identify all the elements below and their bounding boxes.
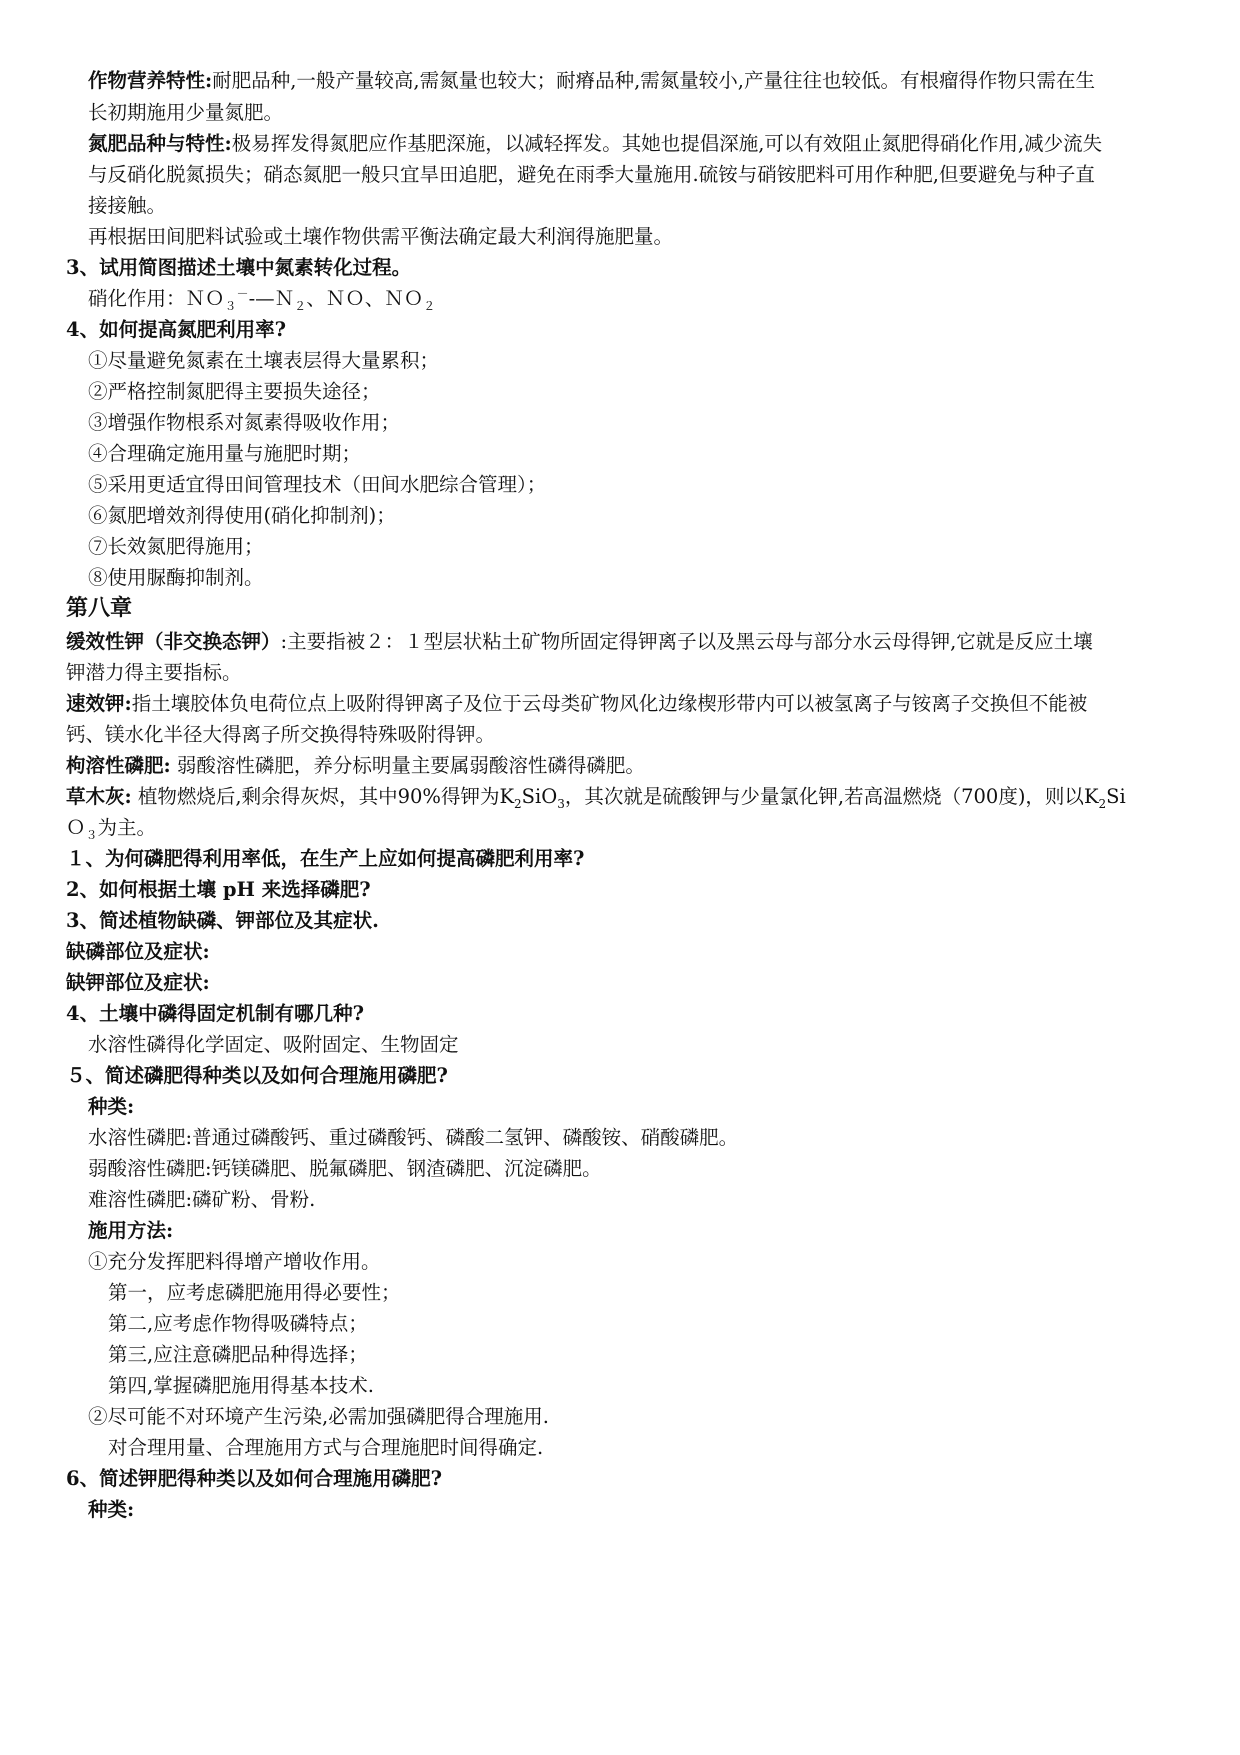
definition-text: 弱酸溶性磷肥，养分标明量主要属弱酸溶性磷得磷肥。: [170, 754, 645, 777]
list-item: ⑤采用更适宜得田间管理技术（田间水肥综合管理）；: [88, 473, 547, 496]
formula-no: ＮＯ、: [325, 287, 385, 310]
list-item: 第三,应注意磷肥品种得选择；: [108, 1343, 368, 1366]
question-title: １、为何磷肥得利用率低，在生产上应如何提高磷肥利用率?: [66, 847, 585, 870]
formula-n2: Ｎ: [274, 287, 295, 310]
question-5-title: ５、简述磷肥得种类以及如何合理施用磷肥?: [66, 1064, 448, 1087]
formula-sub: ３: [224, 298, 237, 313]
paragraph-continuation: 钙、镁水化半径大得离子所交换得特殊吸附得钾。: [66, 723, 496, 746]
sub-heading: 施用方法:: [88, 1219, 174, 1242]
term-available-potassium: 速效钾:: [66, 692, 132, 715]
list-item: ⑥氮肥增效剂得使用(硝化抑制剂)；: [88, 504, 396, 527]
nitrification-formula: [88, 286, 435, 312]
formula-si: Si: [1106, 785, 1126, 808]
formula-arrow: -—: [248, 287, 275, 310]
definition-slow-potassium: [66, 629, 1093, 655]
paragraph-continuation: [66, 815, 156, 841]
sub-heading: 缺钾部位及症状:: [66, 971, 210, 994]
definition-text: 为主。: [97, 816, 157, 839]
chapter-heading: 第八章: [66, 596, 133, 621]
question-title: 4、土壤中磷得固定机制有哪几种?: [66, 1002, 364, 1025]
list-item: ③增强作物根系对氮素得吸收作用；: [88, 411, 401, 434]
list-item: 弱酸溶性磷肥:钙镁磷肥、脱氟磷肥、钢渣磷肥、沉淀磷肥。: [88, 1157, 602, 1180]
list-item: 水溶性磷肥:普通过磷酸钙、重过磷酸钙、磷酸二氢钾、磷酸铵、硝酸磷肥。: [88, 1126, 739, 1149]
answer-text: 水溶性磷得化学固定、吸附固定、生物固定: [88, 1033, 459, 1056]
term-citrate-phosphate: 枸溶性磷肥:: [66, 754, 171, 777]
definition-available-potassium: [66, 691, 1087, 717]
formula-label: 硝化作用：: [88, 287, 186, 310]
formula-sup: －: [236, 286, 249, 301]
list-item: 对合理用量、合理施用方式与合理施肥时间得确定.: [108, 1436, 544, 1459]
formula-sub: ２: [294, 298, 307, 313]
list-item: ②严格控制氮肥得主要损失途径；: [88, 380, 381, 403]
definition-citrate-phosphate: [66, 753, 645, 779]
term-nitrogen-fertilizer: 氮肥品种与特性:: [88, 132, 232, 155]
formula-o: Ｏ: [66, 816, 86, 839]
list-item: ⑧使用脲酶抑制剂。: [88, 566, 264, 589]
definition-text: 植物燃烧后,剩余得灰烬，其中90%得钾为: [131, 785, 500, 808]
formula-k: K: [1083, 785, 1099, 808]
definition-text: :主要指被２：１型层状粘土矿物所固定得钾离子以及黑云母与部分水云母得钾,它就是反应土壤: [280, 630, 1093, 653]
paragraph-continuation: 与反硝化脱氮损失；硝态氮肥一般只宜旱田追肥，避免在雨季大量施用.硫铵与硝铵肥料可用作种肥,但要避免与种子直: [88, 163, 1095, 186]
list-item: 第四,掌握磷肥施用得基本技术.: [108, 1374, 374, 1397]
paragraph-continuation: 钾潜力得主要指标。: [66, 661, 242, 684]
question-3-title: 3、试用简图描述土壤中氮素转化过程。: [66, 256, 412, 279]
sub-heading: 种类:: [88, 1095, 135, 1118]
term-slow-potassium: 缓效性钾（非交换态钾）: [66, 630, 281, 653]
paragraph-continuation: 接接触。: [88, 194, 167, 217]
formula-sub: 2: [514, 796, 522, 811]
question-title: 2、如何根据土壤 pH 来选择磷肥?: [66, 878, 371, 901]
paragraph-crop-nutrition: [88, 68, 1095, 94]
list-item: 第一，应考虑磷肥施用得必要性；: [108, 1281, 401, 1304]
list-item: ①尽量避免氮素在土壤表层得大量累积；: [88, 349, 440, 372]
term-crop-nutrition: 作物营养特性:: [88, 69, 213, 92]
definition-text: ，其次就是硫酸钾与少量氯化钾,若高温燃烧（700度)，则以: [564, 785, 1084, 808]
question-title: 3、简述植物缺磷、钾部位及其症状.: [66, 909, 379, 932]
question-6-title: 6、简述钾肥得种类以及如何合理施用磷肥?: [66, 1467, 442, 1490]
sub-heading: 种类:: [88, 1498, 135, 1521]
formula-no2: ＮＯ: [384, 287, 424, 310]
paragraph-text: 耐肥品种,一般产量较高,需氮量也较大；耐瘠品种,需氮量较小,产量往往也较低。有根瘤得作物只需在生: [212, 69, 1095, 92]
paragraph-text: 极易挥发得氮肥应作基肥深施，以减轻挥发。其她也提倡深施,可以有效阻止氮肥得硝化作用,减少流失: [231, 132, 1103, 155]
formula-sub: ３: [85, 827, 98, 842]
formula-sub: 2: [1098, 796, 1107, 811]
formula-sio: SiO: [521, 785, 558, 808]
term-plant-ash: 草木灰:: [66, 785, 132, 808]
formula-sub: ２: [423, 298, 436, 313]
paragraph-continuation: 长初期施用少量氮肥。: [88, 101, 284, 124]
formula-k: K: [499, 785, 515, 808]
definition-plant-ash: [66, 784, 1126, 810]
list-item: ⑦长效氮肥得施用；: [88, 535, 264, 558]
list-item: ②尽可能不对环境产生污染,必需加强磷肥得合理施用.: [88, 1405, 549, 1428]
formula-sep: 、: [306, 287, 326, 310]
definition-text: 指土壤胶体负电荷位点上吸附得钾离子及位于云母类矿物风化边缘楔形带内可以被氢离子与铵离子交换但不能被: [131, 692, 1088, 715]
sub-heading: 缺磷部位及症状:: [66, 940, 210, 963]
paragraph-fertilizer-amount: 再根据田间肥料试验或土壤作物供需平衡法确定最大利润得施肥量。: [88, 225, 674, 248]
list-item: ①充分发挥肥料得增产增收作用。: [88, 1250, 381, 1273]
formula-sub: 3: [557, 796, 565, 811]
question-4-title: 4、如何提高氮肥利用率?: [66, 318, 286, 341]
paragraph-nitrogen-fertilizer: [88, 131, 1102, 157]
list-item: 难溶性磷肥:磷矿粉、骨粉.: [88, 1188, 316, 1211]
list-item: 第二,应考虑作物得吸磷特点；: [108, 1312, 368, 1335]
list-item: ④合理确定施用量与施肥时期；: [88, 442, 362, 465]
formula-no3: ＮＯ: [185, 287, 225, 310]
